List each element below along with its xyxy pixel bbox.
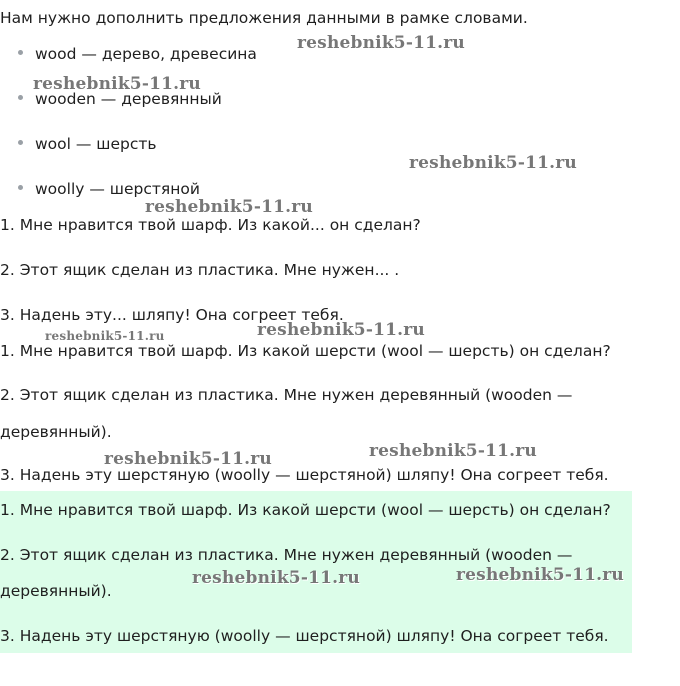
watermark: reshebnik5-11.ru xyxy=(369,441,537,461)
highlighted-answer-sentence-2: 2. Этот ящик сделан из пластика. Мне нужен деревянный (wooden — xyxy=(0,546,573,564)
vocab-item-text: woolly — шерстяной xyxy=(35,180,200,198)
bullet-icon xyxy=(18,140,23,145)
highlighted-answer-sentence-2-continued: деревянный). xyxy=(0,582,112,600)
intro-text: Нам нужно дополнить предложения данными в рамке словами. xyxy=(0,9,528,27)
vocab-item-text: wool — шерсть xyxy=(35,135,157,153)
answer-sentence-3: 3. Надень эту шерстяную (woolly — шерстяной) шляпу! Она согреет тебя. xyxy=(0,466,609,484)
vocab-item-text: wooden — деревянный xyxy=(35,90,222,108)
vocab-item xyxy=(18,179,200,199)
watermark: reshebnik5-11.ru xyxy=(456,565,624,585)
watermark: reshebnik5-11.ru xyxy=(33,74,201,94)
watermark: reshebnik5-11.ru xyxy=(45,329,165,343)
vocab-item-text: wood — дерево, древесина xyxy=(35,45,257,63)
answer-sentence-1: 1. Мне нравится твой шарф. Из какой шерсти (wool — шерсть) он сделан? xyxy=(0,342,611,360)
watermark: reshebnik5-11.ru xyxy=(297,33,465,53)
bullet-icon xyxy=(18,95,23,100)
highlighted-answer-sentence-3: 3. Надень эту шерстяную (woolly — шерстяной) шляпу! Она согреет тебя. xyxy=(0,627,609,645)
bullet-icon xyxy=(18,50,23,55)
vocab-item xyxy=(18,134,157,154)
vocab-item xyxy=(18,44,257,64)
answer-sentence-2-continued: деревянный). xyxy=(0,423,112,441)
watermark: reshebnik5-11.ru xyxy=(145,197,313,217)
task-sentence-2: 2. Этот ящик сделан из пластика. Мне нужен... . xyxy=(0,261,400,279)
watermark: reshebnik5-11.ru xyxy=(257,320,425,340)
answer-sentence-2: 2. Этот ящик сделан из пластика. Мне нужен деревянный (wooden — xyxy=(0,386,573,404)
highlighted-answer-sentence-1: 1. Мне нравится твой шарф. Из какой шерсти (wool — шерсть) он сделан? xyxy=(0,501,611,519)
watermark: reshebnik5-11.ru xyxy=(104,449,272,469)
task-sentence-1: 1. Мне нравится твой шарф. Из какой... он сделан? xyxy=(0,216,421,234)
bullet-icon xyxy=(18,185,23,190)
task-sentence-3: 3. Надень эту... шляпу! Она согреет тебя. xyxy=(0,306,344,324)
watermark: reshebnik5-11.ru xyxy=(192,568,360,588)
watermark: reshebnik5-11.ru xyxy=(409,153,577,173)
